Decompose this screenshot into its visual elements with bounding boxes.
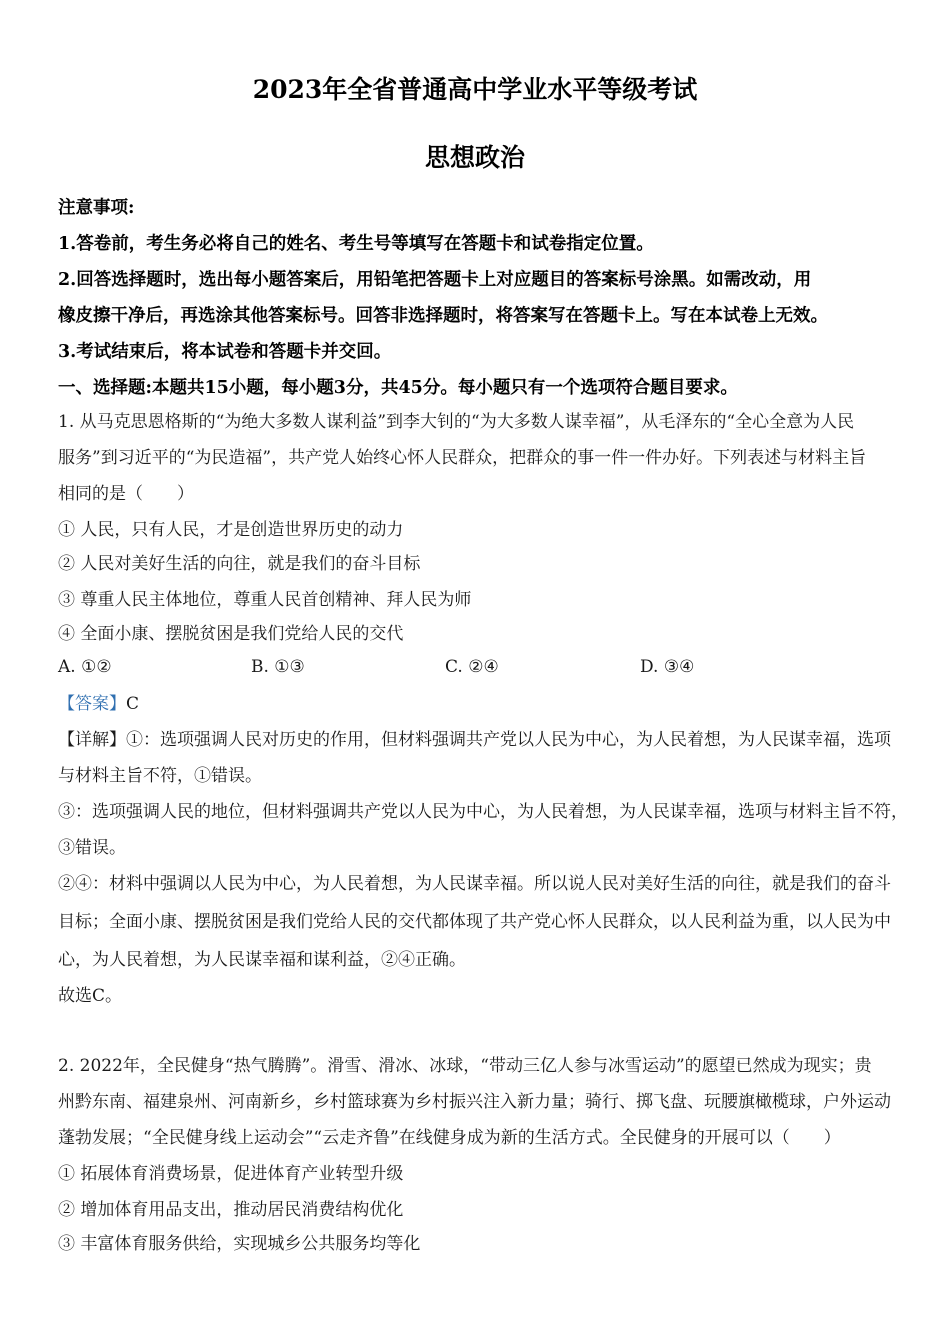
notice-item: 橡皮擦干净后，再选涂其他答案标号。回答非选择题时，将答案写在答题卡上。写在本试卷上无效。: [58, 306, 828, 326]
notice-item: 2.回答选择题时，选出每小题答案后，用铅笔把答题卡上对应题目的答案标号涂黑。如需改动，用: [58, 270, 812, 290]
notice-heading: 注意事项:: [58, 198, 135, 218]
exam-title: 2023年全省普通高中学业水平等级考试: [252, 75, 698, 104]
q1-stem: 服务”到习近平的“为民造福”，共产党人始终心怀人民群众，把群众的事一件一件办好。下列表述与材料主旨: [58, 448, 867, 468]
q1-stem: 1. 从马克思恩格斯的“为绝大多数人谋利益”到李大钊的“为大多数人谋幸福”，从毛泽东的“全心全意为人民: [58, 412, 855, 432]
notice-item: 3.考试结束后，将本试卷和答题卡并交回。: [58, 342, 392, 362]
detail-text: ①：选项强调人民对历史的作用，但材料强调共产党以人民为中心，为人民着想，为人民谋幸福，选项: [126, 730, 891, 750]
q1-detail: [58, 728, 891, 752]
q1-option-a: A. ①②: [58, 657, 112, 677]
q1-option-b: B. ①③: [251, 657, 305, 677]
q2-statement: ③ 丰富体育服务供给，实现城乡公共服务均等化: [58, 1234, 421, 1254]
q1-detail: 心，为人民着想，为人民谋幸福和谋利益，②④正确。: [58, 950, 466, 970]
q1-option-c: C. ②④: [445, 657, 499, 677]
q1-answer: [58, 692, 139, 716]
q1-statement: ② 人民对美好生活的向往，就是我们的奋斗目标: [58, 554, 421, 574]
q1-detail: 目标；全面小康、摆脱贫困是我们党给人民的交代都体现了共产党心怀人民群众，以人民利益为重，以人民为中: [58, 912, 891, 932]
q2-stem: 蓬勃发展；“全民健身线上运动会”“云走齐鲁”在线健身成为新的生活方式。全民健身的开展可以（ ）: [58, 1128, 841, 1148]
detail-tag: 【详解】: [58, 730, 126, 750]
notice-item: 1.答卷前，考生务必将自己的姓名、考生号等填写在答题卡和试卷指定位置。: [58, 234, 654, 254]
q2-stem: 州黔东南、福建泉州、河南新乡，乡村篮球赛为乡村振兴注入新力量；骑行、掷飞盘、玩腰旗橄榄球，户外运动: [58, 1092, 891, 1112]
section-heading: 一、选择题:本题共15小题，每小题3分，共45分。每小题只有一个选项符合题目要求。: [58, 378, 738, 398]
q1-detail: 与材料主旨不符，①错误。: [58, 766, 262, 786]
q2-stem: 2. 2022年，全民健身“热气腾腾”。滑雪、滑冰、冰球，“带动三亿人参与冰雪运动”的愿望已然成为现实；贵: [58, 1056, 872, 1076]
q1-statement: ① 人民，只有人民，才是创造世界历史的动力: [58, 520, 404, 540]
q1-detail: ③：选项强调人民的地位，但材料强调共产党以人民为中心，为人民着想，为人民谋幸福，选项与材料主旨不符，: [58, 802, 908, 822]
q1-statement: ③ 尊重人民主体地位，尊重人民首创精神、拜人民为师: [58, 590, 472, 610]
answer-value: C: [126, 694, 140, 714]
q2-statement: ② 增加体育用品支出，推动居民消费结构优化: [58, 1200, 404, 1220]
q1-detail: 故选C。: [58, 986, 123, 1006]
q1-option-d: D. ③④: [640, 657, 695, 677]
answer-tag: 【答案】: [58, 694, 126, 714]
q1-detail: ③错误。: [58, 838, 126, 858]
q1-detail: ②④：材料中强调以人民为中心，为人民着想，为人民谋幸福。所以说人民对美好生活的向往，就是我们的奋斗: [58, 874, 891, 894]
q2-statement: ① 拓展体育消费场景，促进体育产业转型升级: [58, 1164, 404, 1184]
q1-statement: ④ 全面小康、摆脱贫困是我们党给人民的交代: [58, 624, 404, 644]
subject-title: 思想政治: [424, 143, 525, 172]
q1-stem: 相同的是（ ）: [58, 484, 194, 504]
